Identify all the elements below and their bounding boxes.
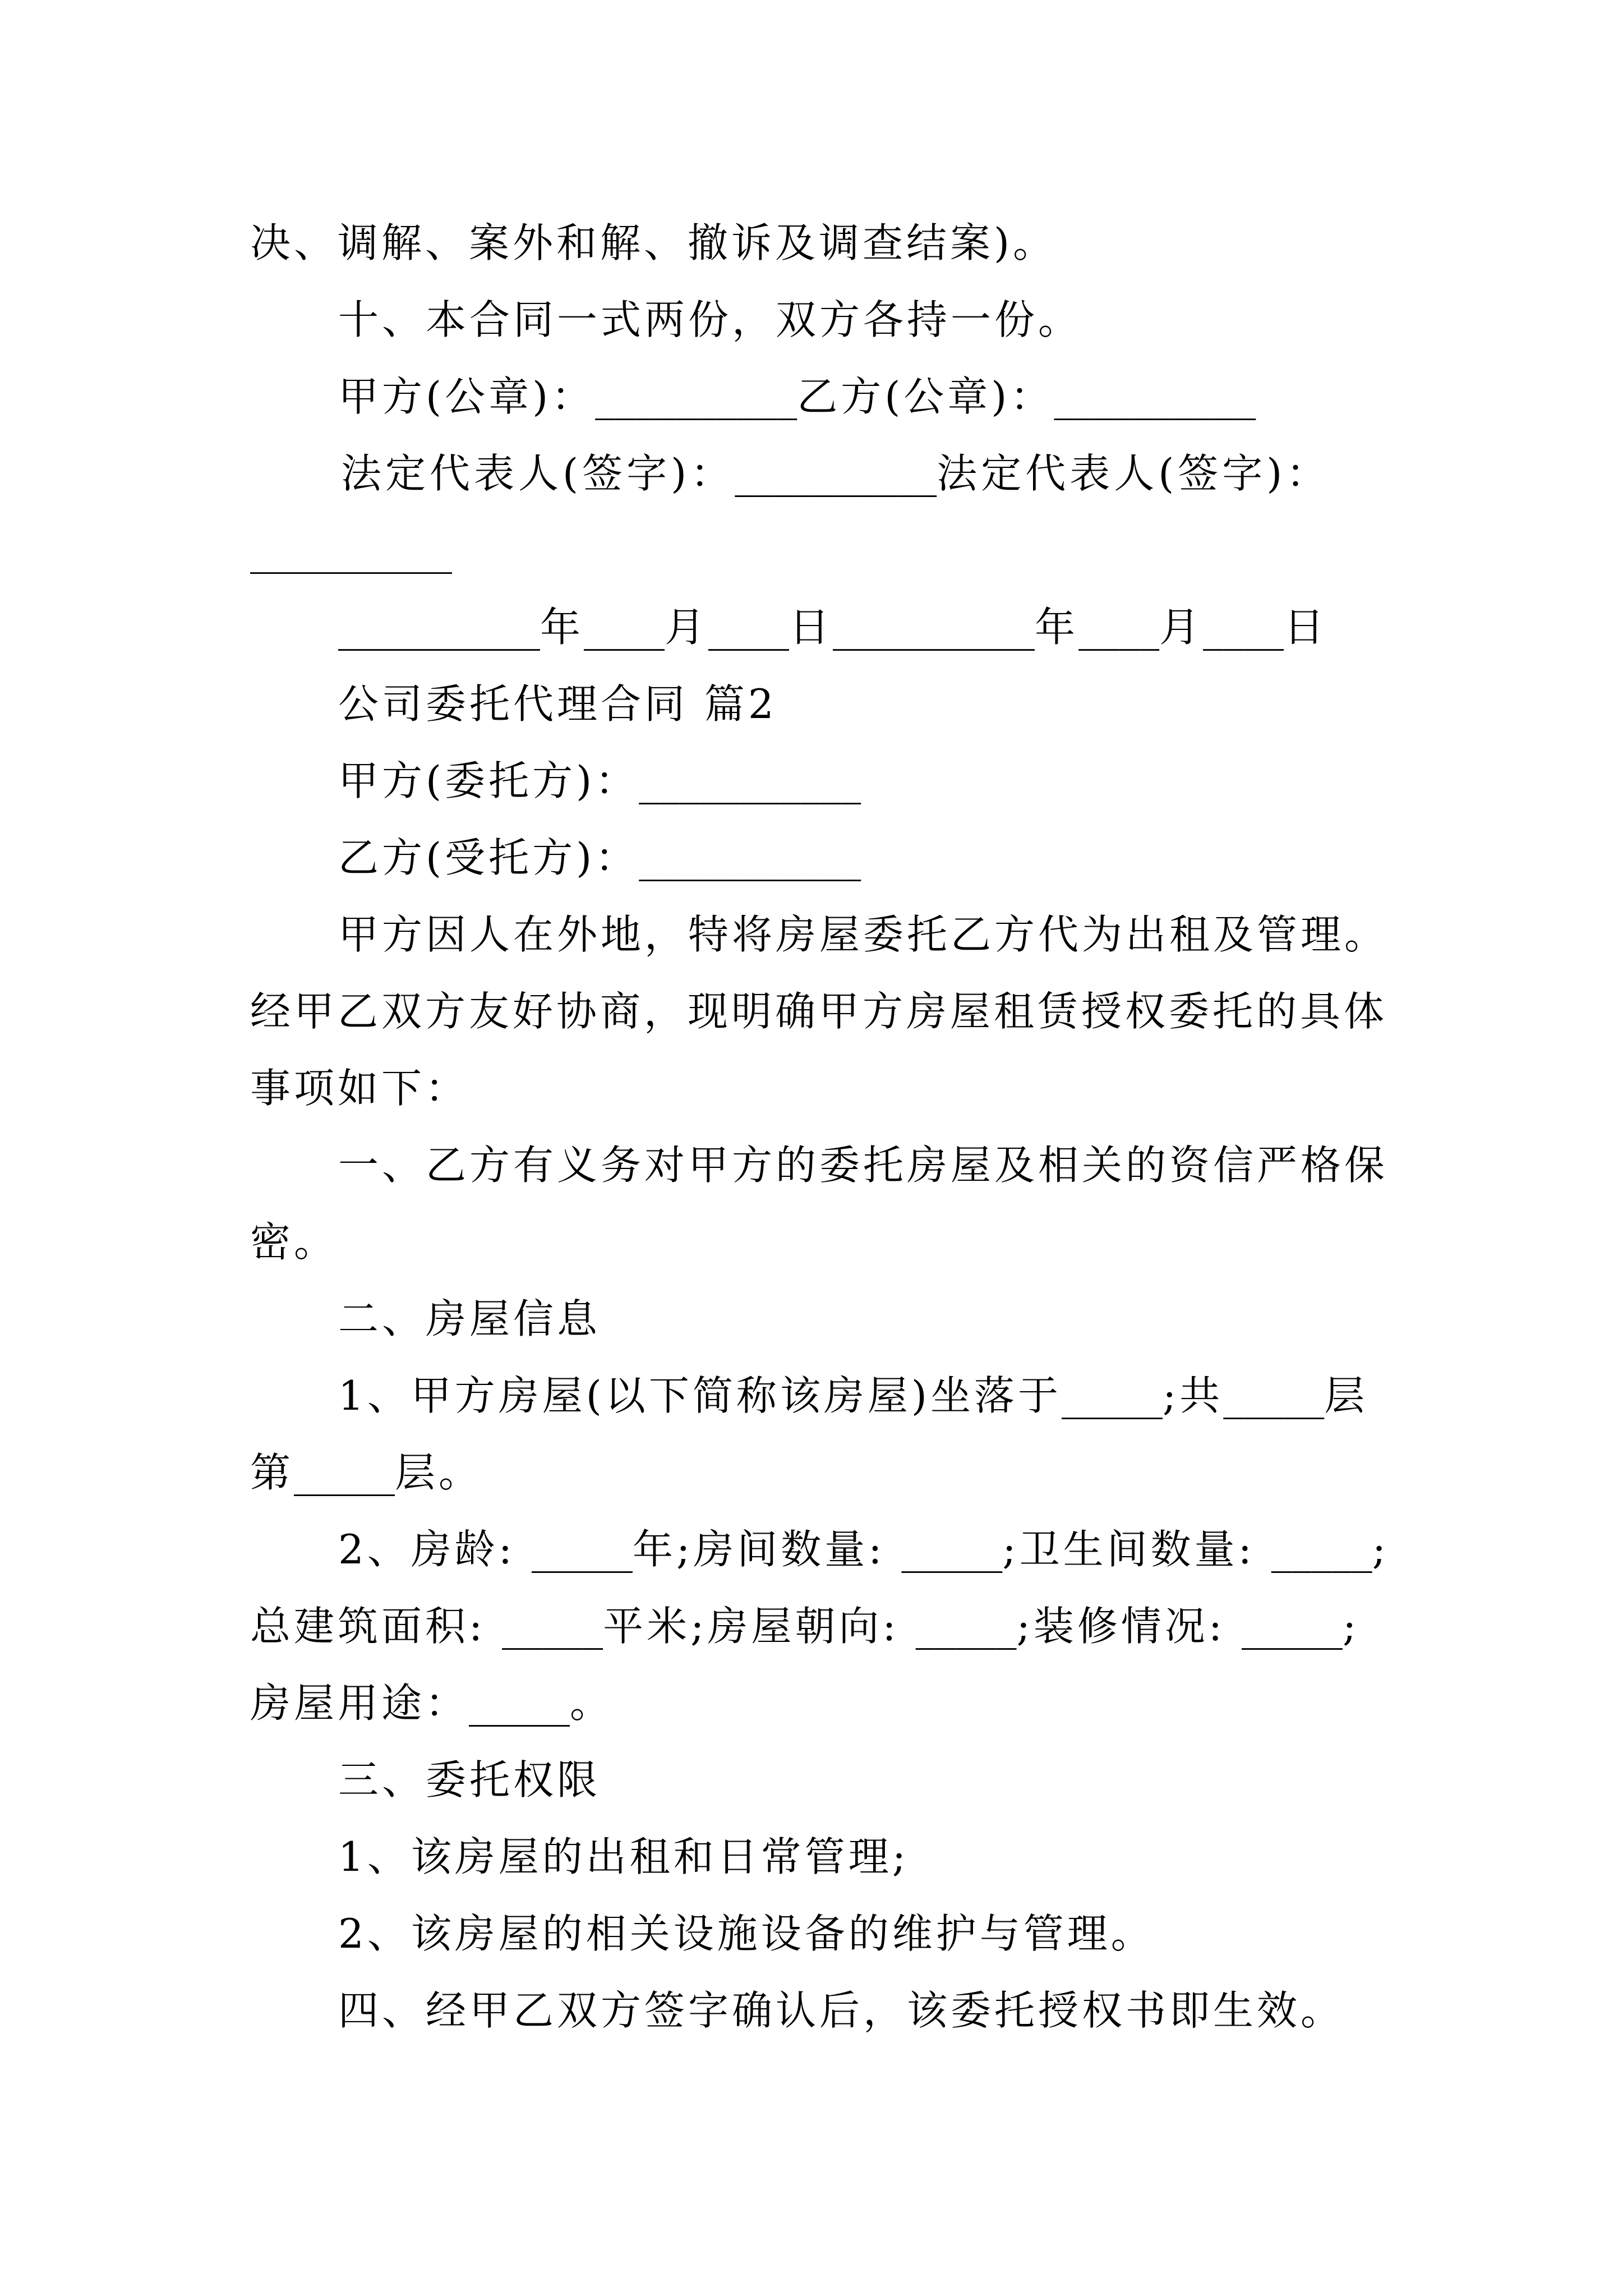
blank-field: ____ [708, 604, 790, 651]
clause-three-heading: 三、委托权限 [338, 1756, 601, 1803]
blank-field: _____ [915, 1603, 1017, 1650]
legal-representative-line: 法定代表人(签字)：__________法定代表人(签字)： [341, 450, 1331, 497]
blank-field: __________ [1054, 373, 1256, 420]
blank-field: ___________ [639, 834, 861, 881]
continued-clause-end-line: 决、调解、案外和解、撤诉及调查结案)。 [250, 219, 1057, 266]
party-a-line: 甲方(委托方)：___________ [338, 757, 861, 804]
legal-representative-blank-line [250, 512, 1623, 589]
house-details-line: 房屋用途：_____。 [250, 1680, 614, 1727]
house-details-line: 2、房龄: _____年;房间数量: _____;卫生间数量: _____; [338, 1526, 1390, 1573]
blank-field: _____ [502, 1603, 603, 1650]
blank-field: __________ [735, 450, 937, 497]
intro-paragraph-line: 甲方因人在外地，特将房屋委托乙方代为出租及管理。 [338, 911, 1389, 958]
clause-one-line: 密。 [250, 1218, 338, 1266]
blank-field: _____ [294, 1449, 395, 1496]
clause-three-item: 2、该房屋的相关设施设备的维护与管理。 [338, 1910, 1155, 1957]
blank-field: ___________ [639, 757, 861, 804]
blank-field: _____ [1241, 1603, 1343, 1650]
intro-paragraph-line: 事项如下： [250, 1065, 469, 1112]
blank-field: _____ [469, 1680, 570, 1727]
blank-field: __________ [833, 604, 1035, 651]
clause-two-heading: 二、房屋信息 [338, 1295, 601, 1342]
house-details-line: 总建筑面积: _____平米;房屋朝向: _____;装修情况: _____; [250, 1603, 1360, 1650]
blank-field: ____ [1078, 604, 1160, 651]
blank-field: _____ [901, 1526, 1003, 1573]
party-b-line: 乙方(受托方)：___________ [338, 834, 861, 881]
blank-field: __________ [338, 604, 540, 651]
blank-field: __________ [595, 373, 797, 420]
blank-field: ____ [1203, 604, 1284, 651]
blank-field: __________ [250, 527, 452, 574]
date-line: __________年____月____日__________年____月____日 [338, 604, 1328, 651]
blank-field: _____ [1062, 1372, 1163, 1419]
clause-four-line: 四、经甲乙双方签字确认后，该委托授权书即生效。 [338, 1987, 1345, 2034]
intro-paragraph-line: 经甲乙双方友好协商，现明确甲方房屋租赁授权委托的具体 [250, 988, 1388, 1035]
clause-three-item: 1、该房屋的出租和日常管理; [338, 1833, 910, 1880]
clause-ten-line: 十、本合同一式两份，双方各持一份。 [338, 296, 1082, 343]
house-location-line: 1、甲方房屋(以下简称该房屋)坐落于_____;共_____层 [338, 1372, 1368, 1419]
house-location-line: 第_____层。 [250, 1449, 483, 1496]
blank-field: _____ [1271, 1526, 1372, 1573]
blank-field: ____ [584, 604, 665, 651]
clause-one-line: 一、乙方有义务对甲方的委托房屋及相关的资信严格保 [338, 1142, 1389, 1189]
section-heading: 公司委托代理合同 篇2 [338, 680, 777, 728]
blank-field: _____ [1223, 1372, 1325, 1419]
seal-signature-line: 甲方(公章)：__________乙方(公章)：__________ [338, 373, 1256, 420]
blank-field: _____ [531, 1526, 633, 1573]
